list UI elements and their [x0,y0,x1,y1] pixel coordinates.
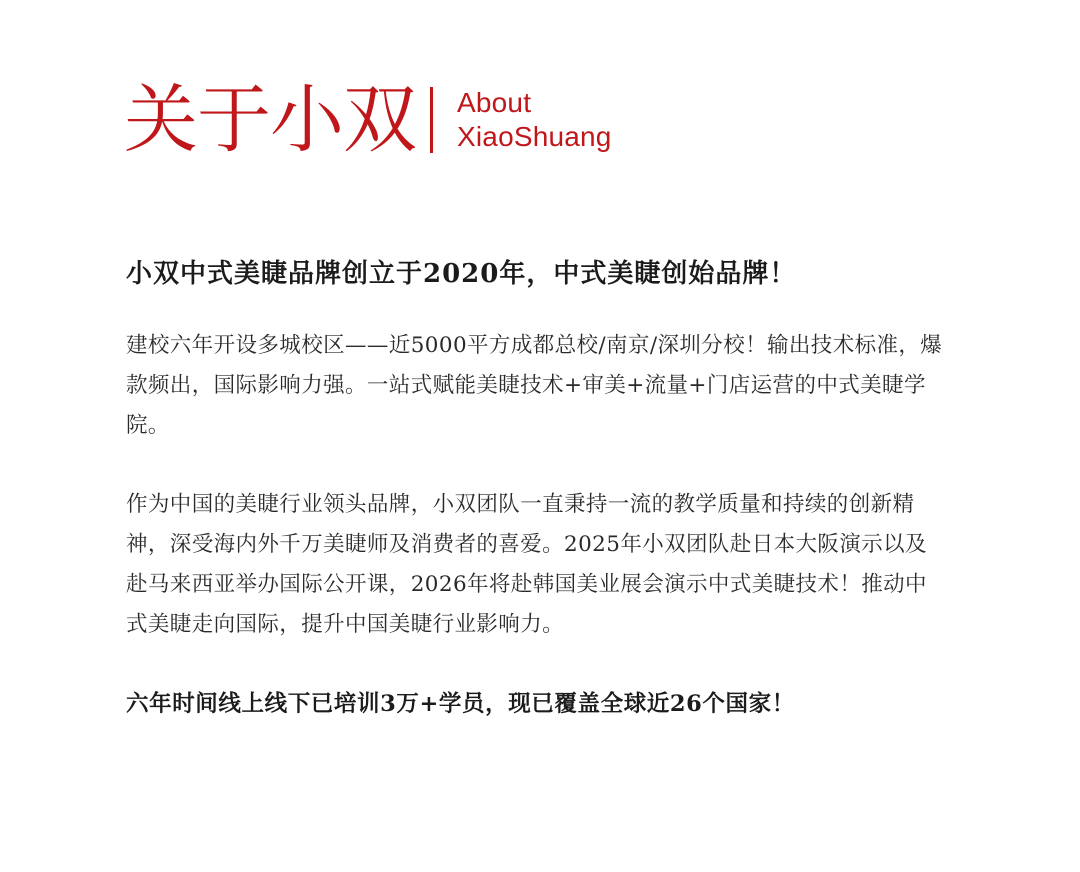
brand-headline: 小双中式美睫品牌创立于2020年，中式美睫创始品牌！ [126,259,797,289]
english-subtitle-line-2: XiaoShuang [457,121,612,152]
about-content [126,246,946,724]
brand-intro-paragraph: 作为中国的美睫行业领头品牌，小双团队一直秉持一流的教学质量和持续的创新精神，深受海内外千万美睫师及消费者的喜爱。2025年小双团队赴日本大阪演示以及赴马来西亚举办国际公开课，2026年将赴韩国美业展会演示中式美睫技术！推动中式美睫走向国际，提升中国美睫行业影响力。 [126,492,927,637]
page-title: 关于小双 [124,77,416,163]
training-summary: 六年时间线上线下已培训3万+学员，现已覆盖全球近26个国家！ [126,691,795,717]
english-subtitle [457,86,612,154]
about-header [124,78,612,162]
english-subtitle-line-1: About [457,87,532,118]
title-divider [430,87,433,153]
school-intro-paragraph: 建校六年开设多城校区——近5000平方成都总校/南京/深圳分校！输出技术标准，爆款频出，国际影响力强。一站式赋能美睫技术+审美+流量+门店运营的中式美睫学院。 [126,333,943,438]
